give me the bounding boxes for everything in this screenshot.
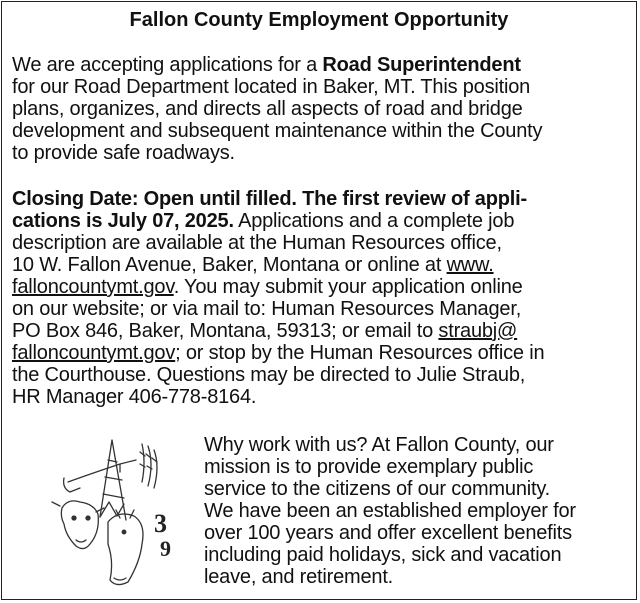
email-link[interactable]: falloncountymt.gov	[12, 342, 176, 364]
details-line-5	[12, 276, 624, 298]
why-line-2: mission is to provide exemplary public	[204, 456, 534, 478]
details-line-10: HR Manager 406-778-8164.	[12, 386, 257, 408]
website-link[interactable]: www.	[446, 254, 494, 276]
ad-title: Fallon County Employment Opportunity	[129, 9, 509, 31]
details-line-9: the Courthouse. Questions may be directed to Julie Straub,	[12, 364, 526, 386]
first-review-date: cations is July 07, 2025.	[12, 210, 234, 232]
details-text: 10 W. Fallon Avenue, Baker, Montana or online at	[12, 254, 447, 276]
county-logo-icon	[50, 432, 185, 592]
why-line-4: We have been an established employer for	[204, 500, 576, 522]
details-text: . You may submit your application online	[173, 276, 523, 298]
details-line-2	[12, 210, 624, 232]
why-line-5: over 100 years and offer excellent benefits	[204, 522, 572, 544]
logo-digit-3: 3	[154, 509, 167, 538]
details-line-6: on our website; or via mail to: Human Resources Manager,	[12, 298, 522, 320]
logo-digit-9: 9	[160, 536, 171, 561]
intro-paragraph	[12, 54, 624, 164]
details-line-4	[12, 254, 624, 276]
why-line-7: leave, and retirement.	[204, 566, 394, 588]
details-text: ; or stop by the Human Resources office in	[175, 342, 545, 364]
position-title: Road Superintendent	[322, 54, 521, 76]
why-line-1: Why work with us? At Fallon County, our	[204, 434, 554, 456]
details-line-7	[12, 320, 624, 342]
intro-line-3: plans, organizes, and directs all aspects of road and bridge	[12, 98, 523, 120]
why-line-6: including paid holidays, sick and vacation	[204, 544, 562, 566]
website-link[interactable]: falloncountymt.gov	[12, 276, 174, 298]
details-text: Applications and a complete job	[233, 210, 515, 232]
email-link[interactable]: straubj@	[438, 320, 518, 342]
details-line-8	[12, 342, 624, 364]
details-line-1	[12, 188, 624, 210]
why-work-paragraph	[204, 434, 634, 588]
closing-date: Closing Date: Open until filled. The first review of appli-	[12, 188, 527, 210]
details-line-3: description are available at the Human Resources office,	[12, 232, 502, 254]
details-text: PO Box 846, Baker, Montana, 59313; or email to	[12, 320, 439, 342]
intro-line-1	[12, 54, 624, 76]
details-paragraph	[12, 188, 624, 408]
intro-line-5: to provide safe roadways.	[12, 142, 235, 164]
intro-line-4: development and subsequent maintenance within the County	[12, 120, 543, 142]
employment-ad	[1, 1, 637, 600]
why-line-3: service to the citizens of our community.	[204, 478, 551, 500]
intro-text: We are accepting applications for a	[12, 54, 323, 76]
intro-line-2: for our Road Department located in Baker, MT. This position	[12, 76, 531, 98]
